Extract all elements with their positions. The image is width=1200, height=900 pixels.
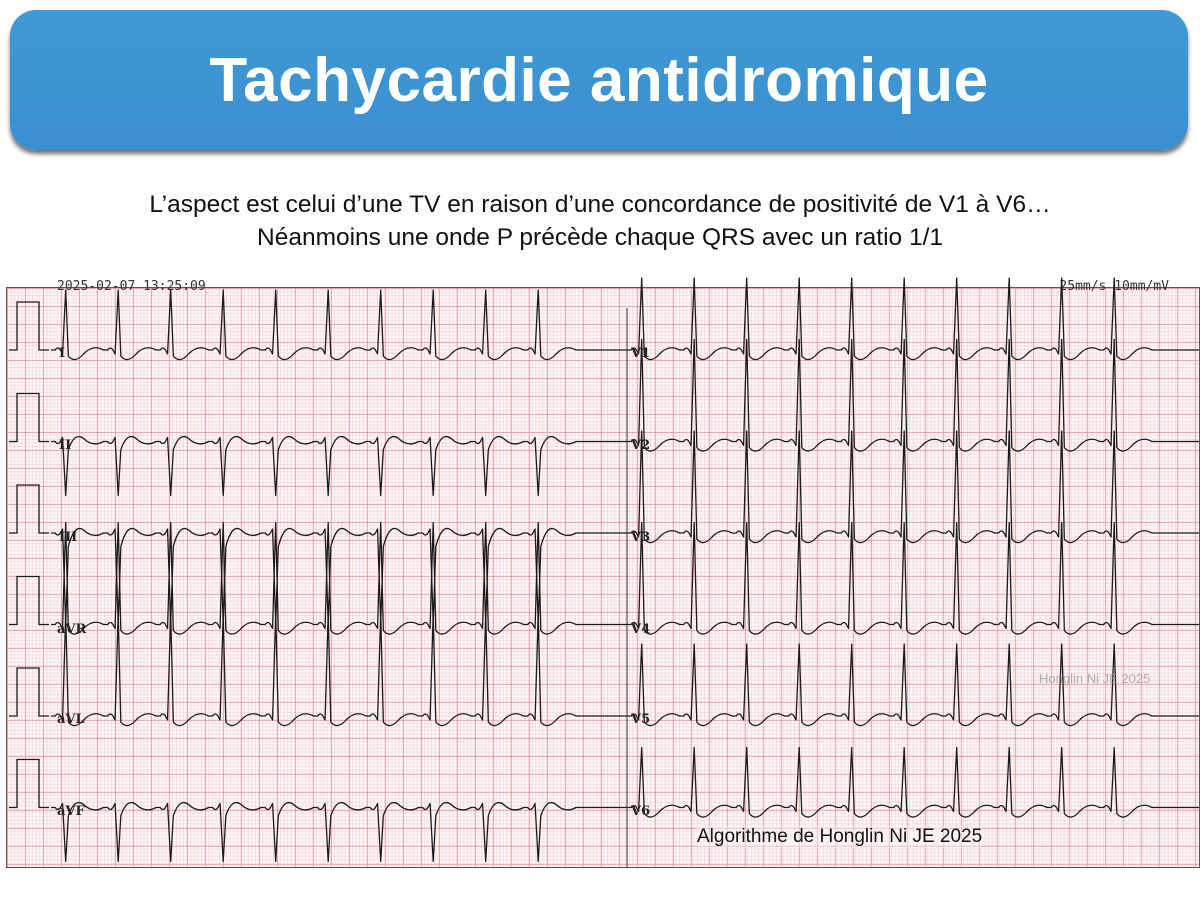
calibration-pulse: [9, 302, 49, 350]
lead-label-V5: V5: [631, 712, 651, 727]
ecg-trace-aVR: [51, 523, 627, 635]
lead-label-aVL: aVL: [57, 712, 85, 727]
lead-label-V4: V4: [631, 622, 651, 637]
ecg-trace-V3: [627, 431, 1199, 543]
lead-label-aVR: aVR: [57, 622, 87, 637]
slide-title: Tachycardie antidromique: [209, 45, 989, 115]
lead-label-I: I: [59, 346, 66, 361]
ecg-trace-II: [51, 437, 627, 496]
ecg-header-calibration: 25mm/s 10mm/mV: [1059, 279, 1169, 294]
calibration-pulse: [9, 668, 49, 716]
calibration-pulse: [9, 485, 49, 533]
lead-label-V3: V3: [631, 530, 651, 545]
lead-label-V2: V2: [631, 438, 651, 453]
lead-label-aVF: aVF: [57, 804, 85, 819]
ecg-trace-aVF: [51, 803, 627, 862]
lead-label-II: II: [59, 438, 72, 453]
calibration-pulse: [9, 394, 49, 442]
ecg-header-timestamp: 2025-02-07 13:25:09: [57, 279, 206, 294]
ecg-waveforms: [7, 288, 1199, 867]
watermark: Honglin Ni JE 2025: [1039, 671, 1151, 686]
ecg-trace-V6: [627, 748, 1199, 818]
title-banner: [10, 10, 1188, 150]
credit-text: Algorithme de Honglin Ni JE 2025: [697, 826, 983, 847]
ecg-trace-I: [51, 290, 627, 360]
calibration-pulse: [9, 760, 49, 808]
calibration-pulse: [9, 577, 49, 625]
lead-label-V6: V6: [631, 804, 651, 819]
subtitle: [0, 188, 1200, 254]
subtitle-line-2: Néanmoins une onde P précède chaque QRS avec un ratio 1/1: [257, 224, 943, 251]
ecg-tracing: [6, 279, 1200, 868]
ecg-trace-V2: [627, 340, 1199, 452]
lead-label-V1: V1: [631, 346, 651, 361]
lead-label-III: III: [59, 530, 78, 545]
subtitle-line-1: L’aspect est celui d’une TV en raison d’une concordance de positivité de V1 à V6…: [149, 191, 1051, 218]
ecg-trace-V1: [627, 278, 1199, 360]
ecg-trace-V4: [627, 523, 1199, 635]
